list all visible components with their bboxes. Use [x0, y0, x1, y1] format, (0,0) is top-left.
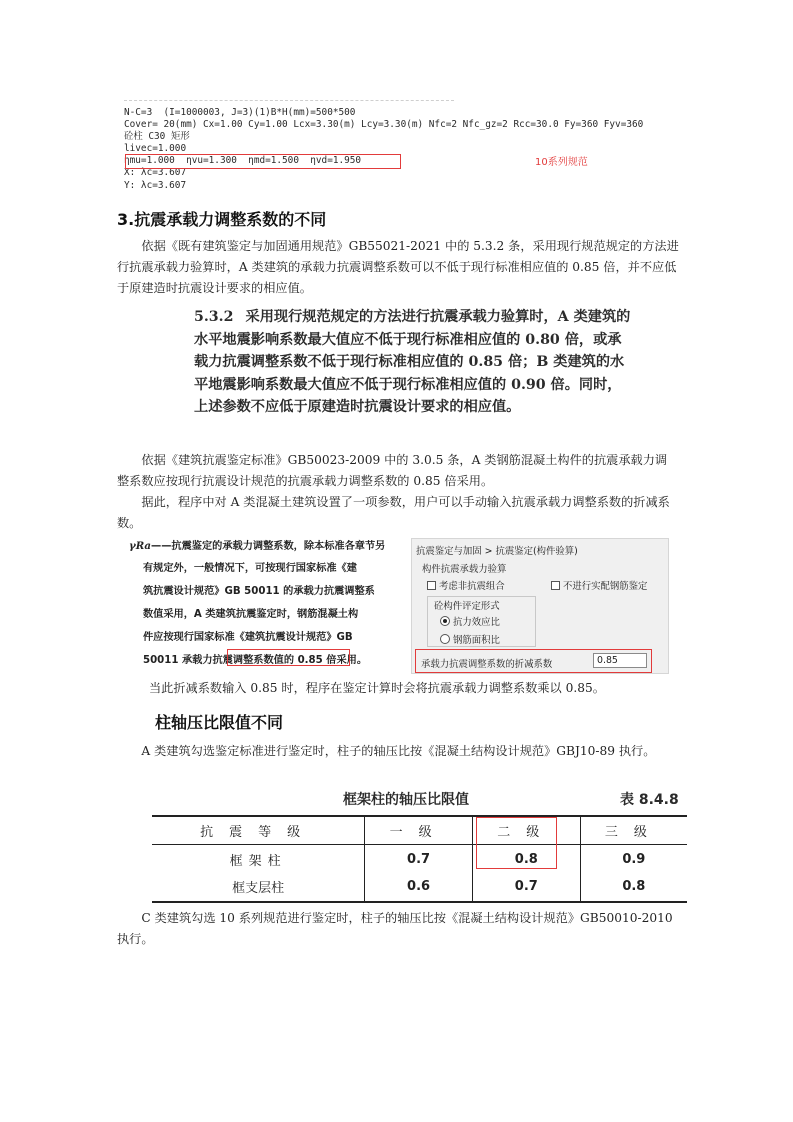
- code-line: X: λc=3.607: [124, 167, 187, 179]
- definition-line: 件应按现行国家标准《建筑抗震设计规范》GB: [143, 632, 353, 643]
- annotation-note: 10系列规范: [535, 157, 588, 168]
- checkbox-icon[interactable]: [551, 581, 560, 590]
- reduction-factor-input[interactable]: [593, 653, 647, 668]
- no-rebar-checkbox[interactable]: 不进行实配钢筋鉴定: [551, 578, 647, 592]
- radio-area-ratio[interactable]: 钢筋面积比: [440, 632, 500, 646]
- table-title: 框架柱的轴压比限值: [343, 792, 469, 808]
- section-heading: 柱轴压比限值不同: [155, 713, 284, 732]
- code-line: Y: λc=3.607: [124, 179, 187, 191]
- table-cell: 0.8: [580, 873, 687, 902]
- table-cell: 0.6: [365, 873, 473, 902]
- definition-line: 有规定外，一般情况下，可按现行国家标准《建: [143, 563, 357, 574]
- definition-line: 数值采用，A 类建筑抗震鉴定时，钢筋混凝土构: [143, 609, 359, 620]
- axial-ratio-table: [152, 815, 687, 903]
- definition-line: γRa——抗震鉴定的承载力调整系数，除本标准各章节另: [129, 540, 386, 552]
- row-label: 框支层柱: [152, 873, 365, 902]
- table-cell: 0.7: [365, 845, 473, 874]
- highlight-box: [476, 817, 557, 869]
- paragraph: 依据《既有建筑鉴定与加固通用规范》GB55021-2021 中的 5.3.2 条，采用现行规范规定的方法进行抗震承载力验算时，A 类建筑的承载力抗震调整系数可以不低于现行标准相应值的 0.85 倍，并不应低于原建造时抗震设计要求的相应值。: [117, 239, 679, 295]
- definition-line: 50011 承载力抗震调整系数值的 0.85 倍采用。: [143, 655, 368, 666]
- section-heading: 3.抗震承载力调整系数的不同: [117, 210, 327, 229]
- code-line: livec=1.000: [124, 143, 187, 155]
- definition-excerpt: [129, 536, 414, 672]
- breadcrumb: 抗震鉴定与加固 > 抗震鉴定(构件验算): [416, 546, 578, 557]
- symbol: γRa: [129, 540, 152, 552]
- code-line: N-C=3 (I=1000003, J=3)(1)B*H(mm)=500*500: [124, 107, 356, 118]
- paragraph: 当此折减系数输入 0.85 时，程序在鉴定计算时会将抗震承载力调整系数乘以 0.85。: [149, 681, 605, 695]
- factor-label: 承载力抗震调整系数的折减系数: [421, 659, 553, 670]
- table-row: [152, 873, 687, 902]
- highlight-box: [125, 154, 401, 169]
- radio-selected-icon[interactable]: [440, 616, 450, 626]
- code-line: 砼柱 C30 矩形: [124, 131, 190, 143]
- table-header: 二级: [472, 816, 580, 845]
- group-title: 砼构件评定形式: [432, 598, 502, 612]
- radio-force-ratio[interactable]: 抗力效应比: [440, 614, 500, 628]
- table-row: [152, 845, 687, 874]
- definition-line: 筑抗震设计规范》GB 50011 的承载力抗震调整系: [143, 586, 375, 597]
- nonseismic-checkbox[interactable]: 考虑非抗震组合: [427, 578, 505, 592]
- table-cell: 0.8: [472, 845, 580, 874]
- section-title: 构件抗震承载力验算: [422, 564, 507, 575]
- checkbox-icon[interactable]: [427, 581, 436, 590]
- table-header: 抗震等级: [152, 816, 365, 845]
- highlight-box: [227, 649, 350, 666]
- row-label: 框架柱: [229, 853, 287, 869]
- table-header: 三级: [580, 816, 687, 845]
- table-header: 一级: [365, 816, 473, 845]
- paragraph: 据此，程序中对 A 类混凝土建筑设置了一项参数，用户可以手动输入抗震承载力调整系数的折减系数。: [117, 495, 670, 530]
- code-line: ηmu=1.000 ηvu=1.300 ηmd=1.500 ηvd=1.950: [124, 155, 362, 167]
- quoted-clause: [194, 306, 634, 419]
- paragraph: C 类建筑勾选 10 系列规范进行鉴定时，柱子的轴压比按《混凝土结构设计规范》GB50010-2010 执行。: [117, 911, 673, 946]
- table-number: 表 8.4.8: [620, 792, 679, 808]
- code-line: Cover= 20(mm) Cx=1.00 Cy=1.00 Lcx=3.30(m) Lcy=3.30(m) Nfc=2 Nfc_gz=2 Rcc=30.0 Fy=360 Fyv=360: [124, 119, 644, 131]
- table-cell: 0.9: [580, 845, 687, 874]
- clause-text: 采用现行规范规定的方法进行抗震承载力验算时，A 类建筑的水平地震影响系数最大值应不低于现行标准相应值的 0.80 倍，或承载力抗震调整系数不低于现行标准相应值的 0.85 倍；B 类建筑的水平地震影响系数最大值应不低于现行标准相应值的 0.90 倍。同时，上述参数不应低于原建造时抗震设计要求的相应值。: [194, 309, 631, 415]
- divider: [124, 100, 454, 101]
- radio-icon[interactable]: [440, 634, 450, 644]
- settings-dialog: [411, 538, 669, 674]
- paragraph: A 类建筑勾选鉴定标准进行鉴定时，柱子的轴压比按《混凝土结构设计规范》GBJ10-89 执行。: [141, 744, 656, 758]
- table-header-row: [152, 816, 687, 845]
- table-cell: 0.7: [472, 873, 580, 902]
- clause-number: 5.3.2: [194, 309, 234, 325]
- paragraph: 依据《建筑抗震鉴定标准》GB50023-2009 中的 3.0.5 条，A 类钢筋混凝土构件的抗震承载力调整系数应按现行抗震设计规范的抗震承载力调整系数的 0.85 倍采用。: [117, 453, 668, 488]
